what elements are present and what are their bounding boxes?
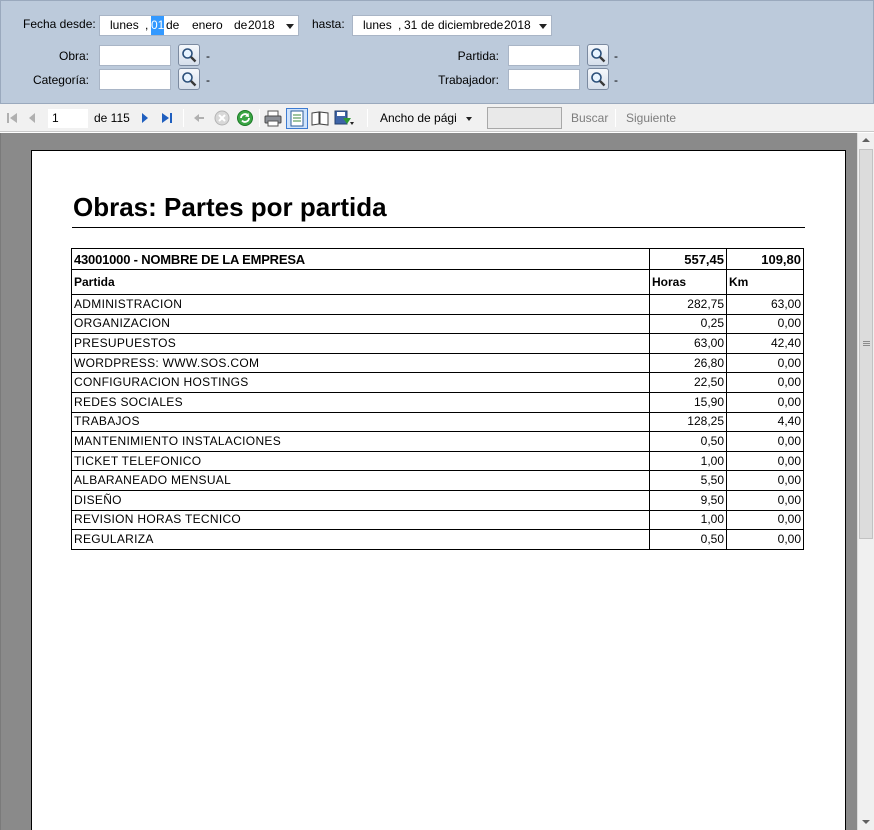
partida-cell: TRABAJOS bbox=[72, 412, 650, 432]
km-cell: 0,00 bbox=[727, 530, 804, 550]
partida-cell: ADMINISTRACION bbox=[72, 295, 650, 315]
fecha-desde-sep: , bbox=[145, 18, 149, 32]
report-table bbox=[71, 248, 804, 550]
categoria-input[interactable] bbox=[99, 69, 171, 90]
table-row bbox=[72, 510, 804, 530]
km-cell: 0,00 bbox=[727, 451, 804, 471]
km-cell: 0,00 bbox=[727, 314, 804, 334]
export-icon[interactable] bbox=[334, 109, 354, 127]
km-cell: 0,00 bbox=[727, 471, 804, 491]
vertical-scrollbar[interactable] bbox=[857, 133, 874, 830]
horas-cell: 22,50 bbox=[650, 373, 727, 393]
hasta-sep: , bbox=[398, 18, 402, 32]
km-cell: 0,00 bbox=[727, 510, 804, 530]
table-row bbox=[72, 412, 804, 432]
thumb-grip bbox=[863, 343, 870, 344]
km-cell: 0,00 bbox=[727, 353, 804, 373]
previous-page-icon[interactable] bbox=[26, 109, 38, 127]
next-page-icon[interactable] bbox=[139, 109, 151, 127]
toolbar-separator bbox=[183, 109, 184, 127]
title-divider bbox=[72, 227, 805, 228]
horas-cell: 9,50 bbox=[650, 490, 727, 510]
scroll-thumb[interactable] bbox=[859, 149, 873, 539]
partida-cell: DISEÑO bbox=[72, 490, 650, 510]
partida-cell: REGULARIZA bbox=[72, 530, 650, 550]
table-row bbox=[72, 471, 804, 491]
table-row bbox=[72, 451, 804, 471]
categoria-value-dash: - bbox=[206, 73, 210, 87]
zoom-select[interactable] bbox=[376, 109, 476, 128]
fecha-desde-de1: de bbox=[166, 18, 180, 32]
thumb-grip bbox=[863, 345, 870, 346]
obra-input[interactable] bbox=[99, 45, 171, 66]
table-row bbox=[72, 353, 804, 373]
scroll-up-icon[interactable] bbox=[862, 138, 870, 142]
print-layout-button[interactable] bbox=[286, 108, 308, 129]
hasta-month[interactable]: diciembre bbox=[438, 18, 491, 32]
horas-cell: 1,00 bbox=[650, 451, 727, 471]
obra-label: Obra: bbox=[58, 49, 89, 63]
table-row bbox=[72, 373, 804, 393]
page-number-input[interactable]: 1 bbox=[48, 109, 88, 128]
horas-cell: 5,50 bbox=[650, 471, 727, 491]
partida-value-dash: - bbox=[614, 49, 618, 63]
refresh-icon[interactable] bbox=[236, 109, 254, 127]
table-row bbox=[72, 490, 804, 510]
table-row bbox=[72, 334, 804, 354]
hasta-de1: de bbox=[421, 18, 435, 32]
partida-cell: ORGANIZACION bbox=[72, 314, 650, 334]
print-icon[interactable] bbox=[264, 109, 282, 127]
page-layout-icon bbox=[290, 110, 304, 127]
toolbar-separator bbox=[367, 109, 368, 127]
chevron-down-icon[interactable] bbox=[539, 24, 547, 29]
report-viewer bbox=[0, 133, 874, 830]
stop-icon[interactable] bbox=[213, 109, 231, 127]
search-input[interactable] bbox=[487, 107, 562, 129]
km-cell: 0,00 bbox=[727, 392, 804, 412]
table-row bbox=[72, 314, 804, 334]
fecha-desde-picker[interactable] bbox=[99, 15, 299, 36]
km-cell: 63,00 bbox=[727, 295, 804, 315]
column-header-km: Km bbox=[727, 270, 804, 295]
report-title: Obras: Partes por partida bbox=[73, 192, 387, 222]
partida-cell: PRESUPUESTOS bbox=[72, 334, 650, 354]
page-count-label: de 115 bbox=[94, 111, 130, 125]
first-page-icon[interactable] bbox=[5, 109, 19, 127]
hasta-picker[interactable] bbox=[352, 15, 552, 36]
horas-cell: 0,25 bbox=[650, 314, 727, 334]
horas-cell: 26,80 bbox=[650, 353, 727, 373]
trabajador-label: Trabajador: bbox=[438, 73, 499, 87]
trabajador-input[interactable] bbox=[508, 69, 580, 90]
magnifier-icon bbox=[181, 47, 197, 63]
hasta-label: hasta: bbox=[312, 17, 345, 31]
fecha-desde-de2: de bbox=[234, 18, 248, 32]
company-name: 43001000 - NOMBRE DE LA EMPRESA bbox=[72, 249, 650, 270]
horas-cell: 128,25 bbox=[650, 412, 727, 432]
partida-search-button[interactable] bbox=[587, 44, 609, 66]
horas-cell: 15,90 bbox=[650, 392, 727, 412]
km-cell: 4,40 bbox=[727, 412, 804, 432]
horas-cell: 0,50 bbox=[650, 432, 727, 452]
back-icon[interactable] bbox=[192, 109, 206, 127]
km-cell: 0,00 bbox=[727, 432, 804, 452]
report-toolbar bbox=[0, 104, 874, 132]
km-cell: 0,00 bbox=[727, 490, 804, 510]
trabajador-value-dash: - bbox=[614, 73, 618, 87]
company-km: 109,80 bbox=[727, 249, 804, 270]
km-cell: 0,00 bbox=[727, 373, 804, 393]
company-row bbox=[72, 249, 804, 270]
report-page bbox=[31, 150, 846, 830]
chevron-down-icon[interactable] bbox=[286, 24, 294, 29]
magnifier-icon bbox=[590, 47, 606, 63]
partida-input[interactable] bbox=[508, 45, 580, 66]
horas-cell: 63,00 bbox=[650, 334, 727, 354]
fecha-desde-month[interactable]: enero bbox=[192, 18, 223, 32]
company-horas: 557,45 bbox=[650, 249, 727, 270]
magnifier-icon bbox=[181, 71, 197, 87]
magnifier-icon bbox=[590, 71, 606, 87]
table-row bbox=[72, 432, 804, 452]
km-cell: 42,40 bbox=[727, 334, 804, 354]
partida-cell: CONFIGURACION HOSTINGS bbox=[72, 373, 650, 393]
trabajador-search-button[interactable] bbox=[587, 68, 609, 90]
table-row bbox=[72, 392, 804, 412]
obra-search-button[interactable] bbox=[178, 44, 200, 66]
last-page-icon[interactable] bbox=[160, 109, 174, 127]
hasta-de2: de bbox=[490, 18, 504, 32]
partida-cell: TICKET TELEFONICO bbox=[72, 451, 650, 471]
fecha-desde-day[interactable]: 01 bbox=[151, 16, 164, 35]
table-header-row bbox=[72, 270, 804, 295]
horas-cell: 282,75 bbox=[650, 295, 727, 315]
categoria-label: Categoría: bbox=[32, 73, 89, 87]
fecha-desde-weekday: lunes bbox=[110, 18, 139, 32]
partida-cell: MANTENIMIENTO INSTALACIONES bbox=[72, 432, 650, 452]
toolbar-separator bbox=[615, 109, 616, 127]
table-row bbox=[72, 530, 804, 550]
partida-label: Partida: bbox=[457, 49, 499, 63]
toolbar-separator bbox=[259, 109, 260, 127]
partida-cell: WORDPRESS: WWW.SOS.COM bbox=[72, 353, 650, 373]
column-header-partida: Partida bbox=[72, 270, 650, 295]
thumb-grip bbox=[863, 341, 870, 342]
categoria-search-button[interactable] bbox=[178, 68, 200, 90]
fecha-desde-year[interactable]: 2018 bbox=[248, 18, 275, 32]
hasta-weekday: lunes bbox=[363, 18, 392, 32]
partida-cell: REDES SOCIALES bbox=[72, 392, 650, 412]
filter-panel bbox=[0, 0, 874, 104]
horas-cell: 0,50 bbox=[650, 530, 727, 550]
next-match-link[interactable]: Siguiente bbox=[626, 111, 677, 125]
horas-cell: 1,00 bbox=[650, 510, 727, 530]
page-setup-icon[interactable] bbox=[311, 109, 329, 127]
column-header-horas: Horas bbox=[650, 270, 727, 295]
table-row bbox=[72, 295, 804, 315]
partida-cell: REVISION HORAS TECNICO bbox=[72, 510, 650, 530]
fecha-desde-label: Fecha desde: bbox=[23, 17, 96, 31]
obra-value-dash: - bbox=[206, 49, 210, 63]
search-link[interactable]: Buscar bbox=[571, 111, 609, 125]
chevron-down-icon bbox=[466, 117, 472, 121]
hasta-year[interactable]: 2018 bbox=[504, 18, 531, 32]
zoom-value: Ancho de pági bbox=[380, 111, 457, 125]
hasta-day[interactable]: 31 bbox=[404, 18, 418, 32]
partida-cell: ALBARANEADO MENSUAL bbox=[72, 471, 650, 491]
scroll-down-icon[interactable] bbox=[862, 820, 870, 824]
